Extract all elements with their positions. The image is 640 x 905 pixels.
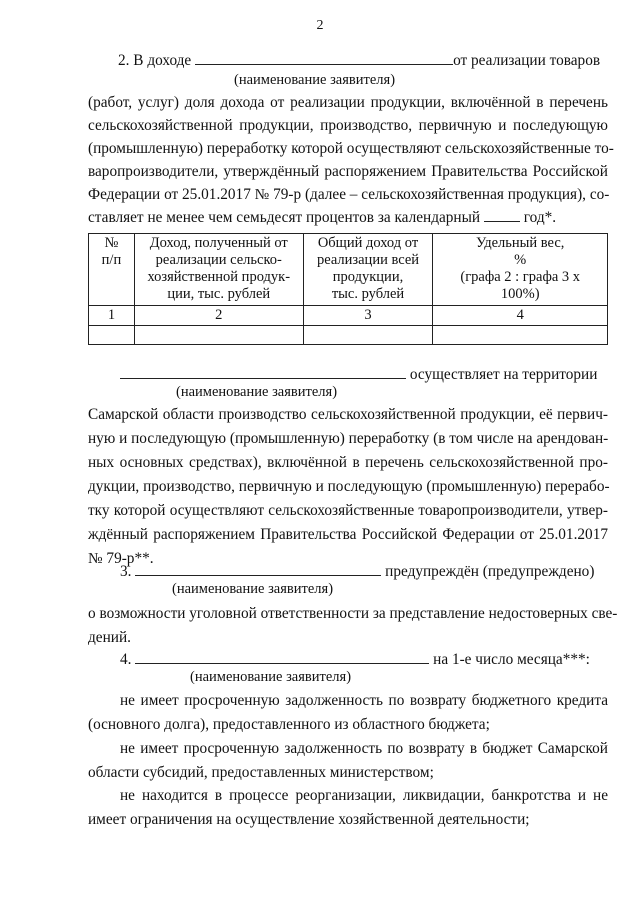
table-row: [89, 326, 608, 345]
section-2-heading: [118, 52, 600, 70]
list-item-second: имеет ограничения на осуществление хозяйственной деятельности;: [88, 811, 530, 828]
table-cell: 4: [433, 306, 608, 326]
section-3-prefix: 3.: [120, 563, 132, 580]
territory-suffix: осуществляет на территории: [409, 366, 598, 383]
applicant-label: (наименование заявителя): [234, 72, 396, 88]
territory-heading: [120, 366, 597, 384]
applicant-label: (наименование заявителя): [190, 669, 352, 685]
income-table: [88, 233, 608, 345]
text-line-last: [88, 209, 556, 227]
applicant-name-blank[interactable]: [135, 563, 381, 576]
text-line: ных основных средствах), включённой в перечень сельскохозяйственной про-: [88, 454, 608, 471]
text-line: о возможности уголовной ответственности за представление недостоверных све-: [88, 605, 618, 622]
text-line-end: год*.: [523, 209, 557, 226]
section-4-heading: [120, 651, 590, 669]
table-header-cell: Удельный вес, % (графа 2 : графа 3 х 100%): [433, 234, 608, 306]
text-line-start: ставляет не менее чем семьдесят процентов за календарный: [88, 209, 481, 226]
table-header-cell: Доход, полученный от реализации сельско- хозяйственной продук- ции, тыс. рублей: [134, 234, 303, 306]
year-blank[interactable]: [484, 209, 520, 222]
section-2-prefix: 2. В доходе: [118, 52, 192, 69]
table-cell[interactable]: [433, 326, 608, 345]
text-line-last: дений.: [88, 629, 131, 646]
applicant-name-blank[interactable]: [135, 651, 429, 664]
table-cell[interactable]: [303, 326, 433, 345]
applicant-label: (наименование заявителя): [176, 384, 338, 400]
table-cell: 2: [134, 306, 303, 326]
applicant-name-blank[interactable]: [195, 52, 453, 65]
table-cell: 3: [303, 306, 433, 326]
table-header-cell: Общий доход от реализации всей продукции, тыс. рублей: [303, 234, 433, 306]
text-line: (работ, услуг) доля дохода от реализации продукции, включённой в перечень: [88, 94, 608, 111]
list-item-first: не имеет просроченную задолженность по возврату в бюджет Самарской: [120, 740, 608, 757]
table-number-row: [89, 306, 608, 326]
table-cell[interactable]: [134, 326, 303, 345]
table-header-cell: № п/п: [89, 234, 135, 306]
page-number: 2: [316, 18, 324, 33]
applicant-label: (наименование заявителя): [172, 581, 334, 597]
applicant-name-blank[interactable]: [120, 366, 406, 379]
table-cell: 1: [89, 306, 135, 326]
text-line: Самарской области производство сельскохозяйственной продукции, её первич-: [88, 406, 608, 423]
text-line-last: № 79-р**.: [88, 550, 154, 567]
section-3-heading: [120, 563, 594, 581]
text-line: тку которой осуществляют сельскохозяйственные товаропроизводители, утвер-: [88, 502, 608, 519]
section-4-suffix: на 1-е число месяца***:: [433, 651, 590, 668]
table-cell[interactable]: [89, 326, 135, 345]
text-line: варопроизводители, утверждённый распоряжением Правительства Российской: [88, 163, 608, 180]
text-line: Федерации от 25.01.2017 № 79-р (далее – сельскохозяйственная продукция), со-: [88, 186, 610, 203]
text-line: (промышленную) переработку которой осуществляют сельскохозяйственные то-: [88, 140, 614, 157]
list-item-second: (основного долга), предоставленного из областного бюджета;: [88, 716, 490, 733]
list-item-first: не имеет просроченную задолженность по возврату бюджетного кредита: [120, 692, 608, 709]
table-header-row: [89, 234, 608, 306]
list-item-second: области субсидий, предоставленных министерством;: [88, 764, 434, 781]
section-4-prefix: 4.: [120, 651, 132, 668]
section-3-suffix: предупреждён (предупреждено): [385, 563, 595, 580]
list-item-first: не находится в процессе реорганизации, ликвидации, банкротства и не: [120, 787, 608, 804]
text-line: сельскохозяйственной продукции, производство, первичную и последующую: [88, 117, 608, 134]
section-2-suffix: от реализации товаров: [453, 52, 601, 69]
text-line: ную и последующую (промышленную) переработку (в том числе на арендован-: [88, 430, 609, 447]
text-line: ждённый распоряжением Правительства Российской Федерации от 25.01.2017: [88, 526, 608, 543]
text-line: дукции, производство, первичную и последующую (промышленную) перерабо-: [88, 478, 610, 495]
